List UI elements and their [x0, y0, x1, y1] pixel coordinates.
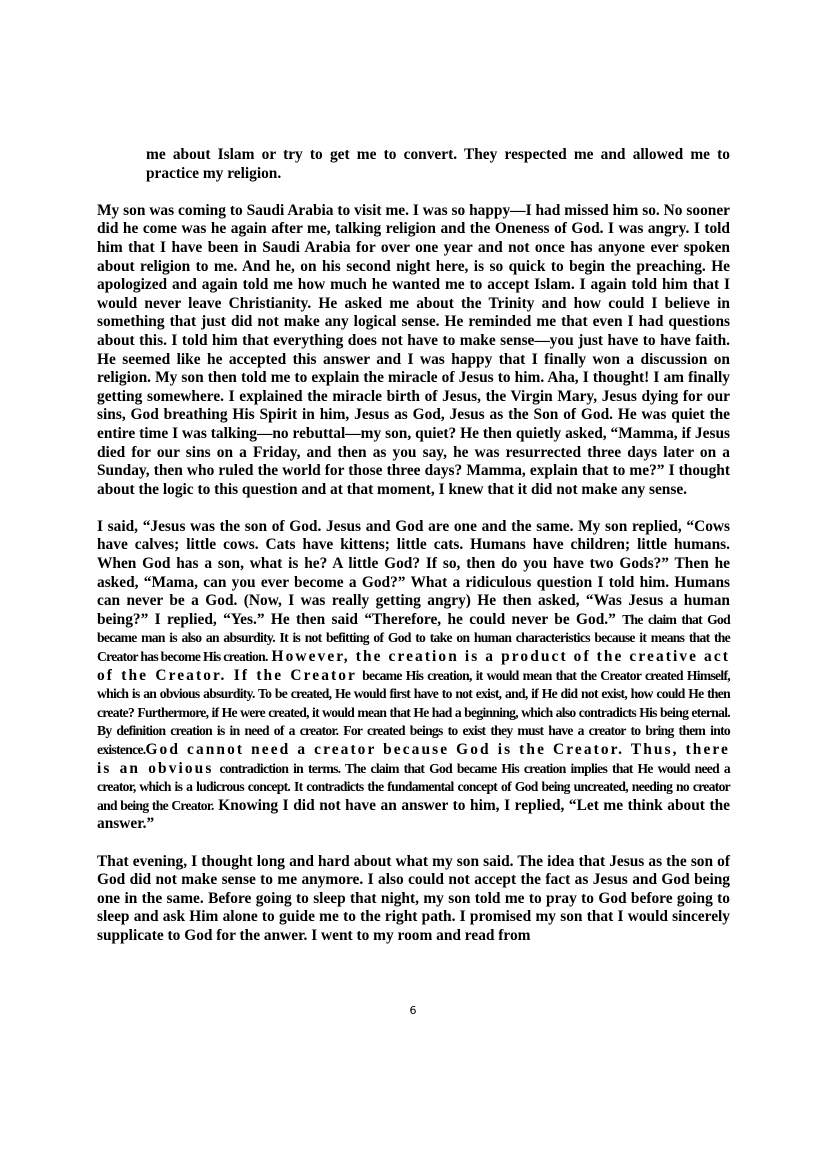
paragraph-that-evening: That evening, I thought long and hard about what my son said. The idea that Jesus as the son of God did not make sense to me anymore. I also could not accept the fact as Jesus and God being one in the same. Before going to sleep that night, my son told me to pray to God before going to sleep and ask Him alone to guide me to the right path. I promised my son that I would sincerely supplicate to God for the anwer. I went to my room and read from	[97, 852, 730, 944]
quoted-argument-1: The claim that God became man is also an absurdity. It is not befitting of God to take on human characteristics because it means that the Creator has become His creation.	[97, 611, 730, 665]
quoted-argument-2: However, the creation is a product of the creative act of the Creator. If the Creator	[97, 648, 731, 684]
document-body	[97, 146, 730, 964]
paragraph-son-of-god	[97, 518, 730, 834]
page-number: 6	[409, 1004, 417, 1017]
paragraph-son-visit: My son was coming to Saudi Arabia to visit me. I was so happy—I had missed him so. No sooner did he come was he again after me, talking religion and the Oneness of God. I was angry. I told him that I have been in Saudi Arabia for over one year and not once has anyone ever spoken about religion to me. And he, on his second night here, is so quick to begin the preaching. He apologized and again told me how much he wanted me to accept Islam. I again told him that I would never leave Christianity. He asked me about the Trinity and how could I believe in something that just did not make any logical sense. He reminded me that even I had questions about this. I told him that everything does not have to make sense—you just have to have faith. He seemed like he accepted this answer and I was happy that I finally won a discussion on religion. My son then told me to explain the miracle of Jesus to him. Aha, I thought! I am finally getting somewhere. I explained the miracle birth of Jesus, the Virgin Mary, Jesus dying for our sins, God breathing His Spirit in him, Jesus as God, Jesus as the Son of God. He was quiet the entire time I was talking—no rebuttal—my son, quiet? He then quietly asked, “Mamma, if Jesus died for our sins on a Friday, and then as you say, he was resurrected three days later on a Sunday, then who ruled the world for those three days? Mamma, explain that to me?” I thought about the logic to this question and at that moment, I knew that it did not make any sense.	[97, 201, 730, 498]
closing-reply: Knowing I did not have an answer to him, I replied, “Let me think about the answer.”	[97, 796, 730, 833]
quoted-argument-4: God cannot need a creator because God is the Creator. Thus, there is an obvious	[97, 741, 730, 777]
paragraph-continued: me about Islam or try to get me to convert. They respected me and allowed me to practice my religion.	[146, 146, 730, 182]
dialogue-text: I said, “Jesus was the son of God. Jesus and God are one and the same. My son replied, “Cows have calves; little cows. Cats have kittens; little cats. Humans have children; little humans. When God has a son, what is he? A little God? If so, then do you have two Gods?” Then he asked, “Mama, can you ever become a God?” What a ridiculous question I told him. Humans can never be a God. (Now, I was really getting angry) He then asked, “Was Jesus a human being?” I replied, “Yes.” He then said “Therefore, he could never be God.”	[97, 517, 730, 628]
quoted-argument-5: contradiction in terms. The claim that God became His creation implies that He would need a creator, which is a ludicrous concept. It contradicts the fundamental concept of God being uncreated, needing no creator and being the Creator.	[97, 760, 730, 813]
quoted-argument-3: became His creation, it would mean that the Creator created Himself, which is an obvious absurdity. To be created, He would first have to not exist, and, if He did not exist, how could He then create? Furthermore, if He were created, it would mean that He had a beginning, which also contradicts His being eternal. By definition creation is in need of a creator. For created beings to exist they must have a creator to bring them into existence.	[97, 667, 730, 757]
